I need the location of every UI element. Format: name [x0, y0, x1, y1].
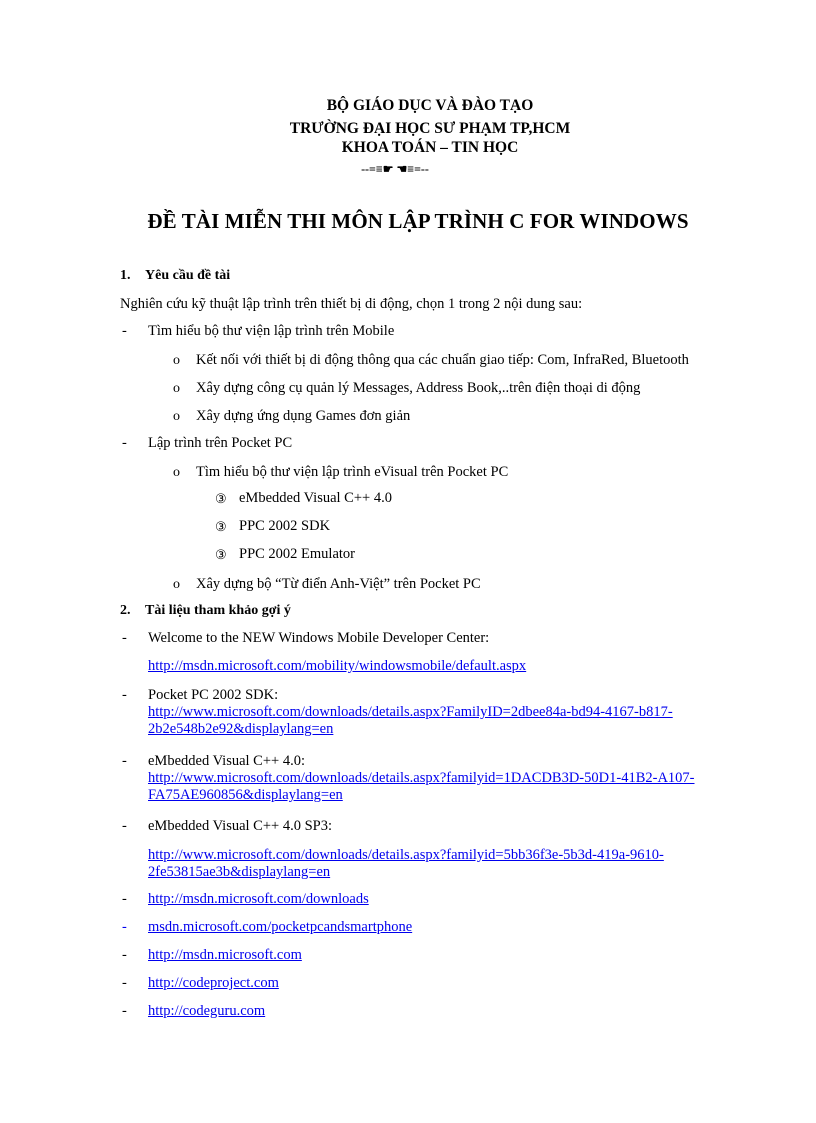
dash-marker: - — [122, 891, 127, 907]
bullet-marker: o — [173, 353, 180, 368]
bullet-marker: o — [173, 381, 180, 396]
ref-2-block — [148, 687, 673, 738]
tool-bullet-icon: ③ — [215, 547, 227, 562]
ref-4-label: eMbedded Visual C++ 4.0 SP3: — [148, 818, 332, 834]
link-msdn-downloads[interactable]: http://msdn.microsoft.com/downloads — [148, 891, 369, 907]
ref-3-label: eMbedded Visual C++ 4.0: — [148, 753, 305, 769]
tool-bullet-icon: ③ — [215, 491, 227, 506]
dash-marker: - — [122, 975, 127, 991]
document-title: ĐỀ TÀI MIỄN THI MÔN LẬP TRÌNH C FOR WINDOWS — [147, 209, 689, 233]
ref-2-link-line-1[interactable]: http://www.microsoft.com/downloads/details.aspx?FamilyID=2dbee84a-bd94-4167-b817- — [148, 704, 673, 720]
dash-marker: - — [122, 1003, 127, 1019]
dash-marker: - — [122, 753, 127, 769]
bullet-marker: o — [173, 577, 180, 592]
dash-marker: - — [122, 919, 127, 935]
ref-4-link-line-2[interactable]: 2fe53815ae3b&displaylang=en — [148, 864, 331, 880]
requirement-item-2: Lập trình trên Pocket PC — [148, 435, 293, 451]
tool-bullet-icon: ③ — [215, 519, 227, 534]
section-2-title: Tài liệu tham khảo gợi ý — [145, 603, 291, 618]
item-2-sub-1: Tìm hiểu bộ thư viện lập trình eVisual trên Pocket PC — [196, 464, 509, 480]
ministry-name: BỘ GIÁO DỤC VÀ ĐÀO TẠO — [326, 97, 534, 114]
section-1-title: Yêu cầu đề tài — [145, 268, 231, 283]
section-2-heading — [120, 603, 291, 619]
dash-marker: - — [122, 323, 127, 339]
ref-2-label: Pocket PC 2002 SDK: — [148, 687, 279, 703]
section-1-intro: Nghiên cứu kỹ thuật lập trình trên thiết bị di động, chọn 1 trong 2 nội dung sau: — [120, 296, 583, 312]
dash-marker: - — [122, 435, 127, 451]
section-2-number: 2. — [120, 603, 131, 618]
ref-1-link[interactable]: http://msdn.microsoft.com/mobility/windowsmobile/default.aspx — [148, 658, 527, 674]
link-codeguru[interactable]: http://codeguru.com — [148, 1003, 266, 1019]
link-codeproject[interactable]: http://codeproject.com — [148, 975, 279, 991]
section-1-number: 1. — [120, 268, 131, 283]
link-pocketpc-smartphone[interactable]: msdn.microsoft.com/pocketpcandsmartphone — [148, 919, 413, 935]
ref-3-link-line-1[interactable]: http://www.microsoft.com/downloads/details.aspx?familyid=1DACDB3D-50D1-41B2-A107- — [148, 770, 695, 786]
requirement-item-1: Tìm hiểu bộ thư viện lập trình trên Mobile — [148, 323, 395, 339]
ref-4-block — [148, 847, 664, 881]
bullet-marker: o — [173, 465, 180, 480]
tool-item-1: eMbedded Visual C++ 4.0 — [239, 490, 392, 506]
tool-item-2: PPC 2002 SDK — [239, 518, 331, 534]
link-msdn[interactable]: http://msdn.microsoft.com — [148, 947, 302, 963]
dash-marker: - — [122, 818, 127, 834]
ref-1-label: Welcome to the NEW Windows Mobile Developer Center: — [148, 630, 490, 646]
bullet-marker: o — [173, 409, 180, 424]
tool-item-3: PPC 2002 Emulator — [239, 546, 356, 562]
section-1-heading — [120, 268, 230, 284]
faculty-name: KHOA TOÁN – TIN HỌC — [341, 139, 519, 156]
item-1-sub-3: Xây dựng ứng dụng Games đơn giản — [196, 408, 411, 424]
university-name: TRƯỜNG ĐẠI HỌC SƯ PHẠM TP,HCM — [289, 120, 571, 137]
item-1-sub-2: Xây dựng công cụ quản lý Messages, Address Book,..trên điện thoại di động — [196, 380, 641, 396]
header-ornament: --=≡☛ ☚≡=-- — [361, 162, 429, 176]
item-2-sub-2: Xây dựng bộ “Từ điển Anh-Việt” trên Pocket PC — [196, 576, 481, 592]
item-1-sub-1: Kết nối với thiết bị di động thông qua các chuẩn giao tiếp: Com, InfraRed, Bluetooth — [196, 352, 689, 368]
ref-2-link-line-2[interactable]: 2b2e548b2e92&displaylang=en — [148, 721, 334, 737]
dash-marker: - — [122, 687, 127, 703]
dash-marker: - — [122, 947, 127, 963]
ref-3-link-line-2[interactable]: FA75AE960856&displaylang=en — [148, 787, 343, 803]
ref-4-link-line-1[interactable]: http://www.microsoft.com/downloads/details.aspx?familyid=5bb36f3e-5b3d-419a-9610- — [148, 847, 664, 863]
ref-3-block — [148, 753, 695, 804]
dash-marker: - — [122, 630, 127, 646]
